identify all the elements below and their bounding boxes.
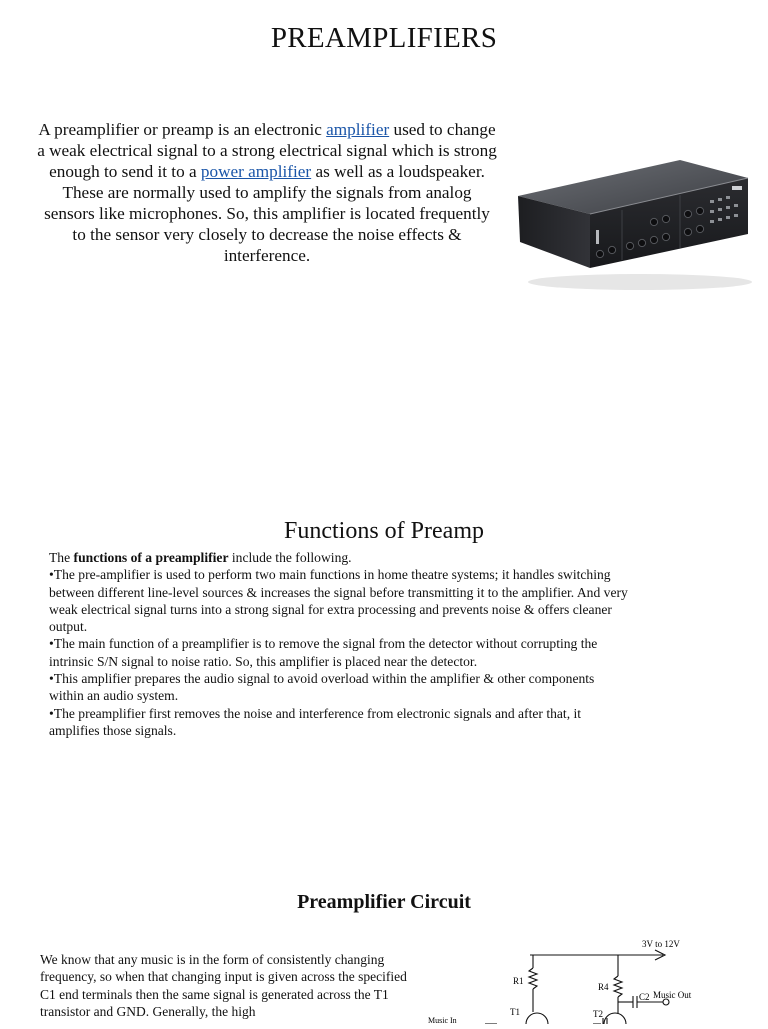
page-title: PREAMPLIFIERS [270,22,498,54]
circuit-heading: Preamplifier Circuit [297,891,471,913]
circuit-label-c2: C2 [639,992,650,1002]
intro-text-3: as well as a loudspeaker. These are normally used to amplify the signals from analog sensors like microphones. So, this amplifier is located frequently to the sensor very closely to decrease the noise effects & interference. [44,162,490,265]
function-bullet: •The pre-amplifier is used to perform two main functions in home theatre systems; it handles switching between different line-level sources & increases the signal before transmitting it to the amplifier. And very weak electrical signal turns into a strong signal for extra processing and prevents noise & offers cleaner output. [49,567,628,635]
intro-paragraph [36,119,498,266]
functions-body [49,549,629,739]
function-bullet: •The preamplifier first removes the noise and interference from electronic signals and after that, it amplifies those signals. [49,705,582,738]
functions-lead-prefix: The [49,550,74,565]
functions-lead-bold: functions of a preamplifier [73,550,229,565]
intro-text-1: A preamplifier or preamp is an electronic [38,120,327,139]
function-bullet: •The main function of a preamplifier is to remove the signal from the detector without corrupting the intrinsic S/N signal to noise ratio. So, this amplifier is placed near the detector. [49,636,598,669]
amplifier-link[interactable]: amplifier [326,120,390,139]
circuit-label-t1: T1 [510,1007,520,1017]
function-bullet: •This amplifier prepares the audio signal to avoid overload within the amplifier & other components within an audio system. [49,671,595,704]
preamplifier-photo [512,150,752,300]
circuit-diagram [425,932,725,1024]
functions-lead-suffix: include the following. [228,550,352,565]
intro-text-2: used to change a weak electrical signal to a strong electrical signal which is strong enough to send it to a [37,120,497,181]
functions-lead [49,549,629,566]
circuit-label-t2: T2 [593,1009,603,1019]
circuit-label-supply: 3V to 12V [642,939,680,949]
circuit-description: We know that any music is in the form of consistently changing frequency, so when that changing input is given across the specified C1 end terminals then the same signal is generated across the T1 transistor and GND. Generally, the high [40,952,407,1019]
circuit-label-r1: R1 [513,976,524,986]
circuit-label-music-in: Music In [428,1016,457,1024]
functions-heading: Functions of Preamp [284,518,484,544]
power-amplifier-link[interactable]: power amplifier [200,162,312,181]
circuit-label-r4: R4 [598,982,609,992]
circuit-label-music-out: Music Out [653,990,692,1000]
